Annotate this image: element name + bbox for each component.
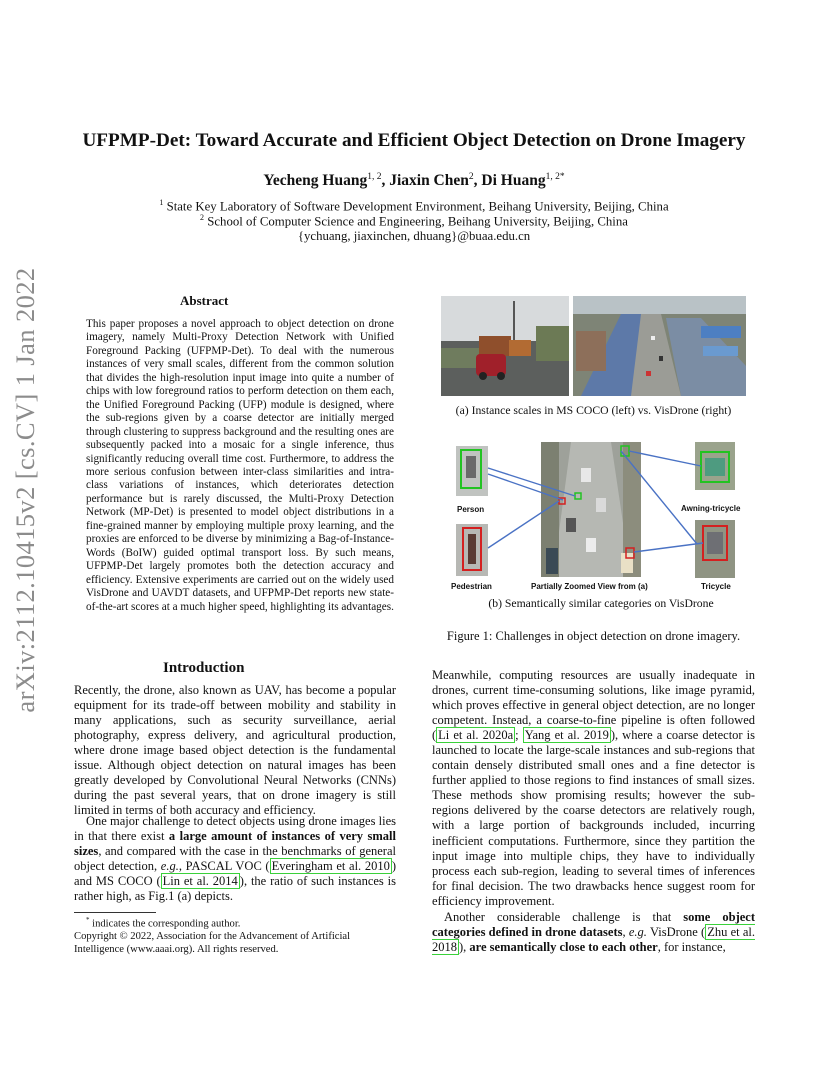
person-crop: [456, 446, 488, 496]
citation-zhu-2018[interactable]: Zhu et al. 2018: [432, 925, 756, 955]
zoomed-view: [541, 442, 641, 577]
pedestrian-label: Pedestrian: [451, 582, 492, 591]
emphasis-small-instances: a large amount of instances of very small sizes: [74, 829, 396, 859]
abstract-heading: Abstract: [180, 293, 229, 308]
paper-title: UFPMP-Det: Toward Accurate and Efficient Object Detection on Drone Imagery: [82, 130, 746, 151]
figure-1a: [441, 296, 746, 396]
right-paragraph-1: Meanwhile, computing resources are usually inadequate in drones, current time-consuming solutions, like image pyramid, which proves effective in general object detection, are no longer competent. Instead, a coarse-to-fine pipeline is often followed ( Li et al. 2020a ; Yang et al. 2019 ), where a coarse detector is launched to locate the large-scale instances and sub-regions that contain densely distributed small ones and a fine detector is further applied to those regions to find instances of small sizes. These methods show promising results; however the sub-regions delivered by the coarse detectors are relatively rough, with a large portion of backgrounds included, incurring inefficient computations. Furthermore, since they partition the input image into multiple chips, they have to individually process each sub-region, leading to several times of inferences for final decision. The two drawbacks hence suggest room for efficiency improvement.: [432, 668, 755, 908]
affiliation-1-mark: 1: [159, 198, 164, 207]
footnote: [74, 914, 396, 956]
affiliation-2: [40, 213, 788, 229]
figure-1-caption: Figure 1: Challenges in object detection on drone imagery.: [446, 629, 741, 643]
figure-1b: [441, 438, 761, 593]
coco-photo: [441, 296, 569, 396]
pedestrian-crop: [456, 524, 488, 576]
footnote-text: indicates the corresponding author.: [89, 918, 241, 930]
intro-paragraph-1: Recently, the drone, also known as UAV, has become a popular equipment for its trade-off between mobility and stability in many applications, such as security surveillance, aerial photography, express delivery, and agricultural production, where drone image based object detection is the fundamental issue. Although object detection on natural images has been greatly developed by Convolutional Neural Networks (CNNs) during the past several years, that on drone imagery is still limited in terms of both accuracy and efficiency.: [74, 683, 396, 818]
footnote-mark: *: [86, 916, 90, 924]
emphasis-semantically-close: are semantically close to each other: [469, 940, 658, 955]
awning-tricycle-label: Awning-tricycle: [681, 504, 741, 513]
visdrone-photo: [573, 296, 746, 396]
copyright-notice: Copyright © 2022, Association for the Advancement of Artificial Intelligence (www.aaai.org). All rights reserved.: [74, 931, 351, 955]
tricycle-label: Tricycle: [701, 582, 731, 591]
affiliation-2-mark: 2: [200, 213, 205, 222]
author-3-affiliation-mark: 1, 2*: [545, 172, 565, 182]
zoomed-view-label: Partially Zoomed View from (a): [531, 582, 648, 591]
author-list: Yecheng Huang$^{1, 2}$, Jiaxin Chen$^2$, Di Huang$^{1, 2*}$: [263, 172, 565, 190]
footnote-divider: [74, 912, 156, 913]
author-2: Jiaxin Chen: [389, 172, 469, 190]
citation-yang-2019[interactable]: Yang et al. 2019: [524, 728, 609, 743]
author-1-affiliation-mark: 1, 2: [367, 172, 382, 182]
figure-1a-image: [441, 296, 746, 396]
introduction-heading: Introduction: [163, 660, 245, 676]
right-paragraph-2: Another considerable challenge is that some object categories defined in drone datasets, e.g. VisDrone ( Zhu et al. 2018 ), are semantically close to each other, for instance,: [432, 910, 756, 955]
affiliation-1-text: State Key Laboratory of Software Development Environment, Beihang University, Beijing, China: [166, 199, 669, 214]
figure-1b-caption: (b) Semantically similar categories on VisDrone: [488, 597, 714, 610]
author-emails: {ychuang, jiaxinchen, dhuang}@buaa.edu.cn: [297, 229, 531, 243]
figure-1a-caption: (a) Instance scales in MS COCO (left) vs. VisDrone (right): [455, 404, 732, 417]
citation-everingham-2010[interactable]: Everingham et al. 2010: [271, 859, 390, 874]
tricycle-crop: [695, 520, 735, 578]
affiliation-2-text: School of Computer Science and Engineering, Beihang University, Beijing, China: [207, 214, 628, 229]
arxiv-identifier: arXiv:2112.10415v2 [cs.CV] 1 Jan 2022: [10, 267, 40, 713]
intro-paragraph-2: One major challenge to detect objects using drone images lies in that there exist a large amount of instances of very small sizes, and compared with the case in the benchmarks of general object detection, e.g., PASCAL VOC ( Everingham et al. 2010 ) and MS COCO ( Lin et al. 2014 ), the ratio of such instances is rather high, as Fig.1 (a) depicts.: [74, 814, 397, 904]
citation-li-2020a[interactable]: Li et al. 2020a: [438, 728, 514, 743]
author-3: Di Huang: [481, 172, 546, 190]
emphasis-categories: some object categories defined in drone datasets: [432, 910, 755, 940]
author-2-affiliation-mark: 2: [468, 172, 474, 182]
figure-1b-image: [441, 438, 761, 593]
citation-lin-2014[interactable]: Lin et al. 2014: [162, 874, 238, 889]
abstract-body: This paper proposes a novel approach to object detection on drone imagery, namely Multi-Proxy Detection Network with Unified Foreground Packing (UFPMP-Det). To deal with the numerous instances of very small scales, different from the common solution that divides the high-resolution input image into quite a number of chips with low foreground ratios to perform detection on them each, the Unified Foreground Packing (UFP) module is designed, where the sub-regions given by a coarse detector are initially merged through clustering to suppress background and the resulting ones are subsequently packed into a mosaic for a single inference, thus significantly reducing overall time cost. Furthermore, to address the more serious confusion between inter-class similarities and intra-class variations of instances, which deteriorates detection performance but is rarely discussed, the Multi-Proxy Detection Network (MP-Det) is presented to model object distributions in a fine-grained manner by employing multiple proxy learning, and the proxies are enforced to be diverse by minimizing a Bag-of-Instance-Words (BoIW) guided optimal transport loss. By such means, UFPMP-Det largely promotes both the detection accuracy and efficiency. Extensive experiments are carried out on the widely used VisDrone and UAVDT datasets, and UFPMP-Det reports new state-of-the-art scores at a much higher speed, highlighting its advantages.: [86, 318, 394, 613]
affiliation-1: [40, 198, 788, 214]
author-1: Yecheng Huang: [263, 172, 368, 190]
person-label: Person: [457, 505, 485, 514]
